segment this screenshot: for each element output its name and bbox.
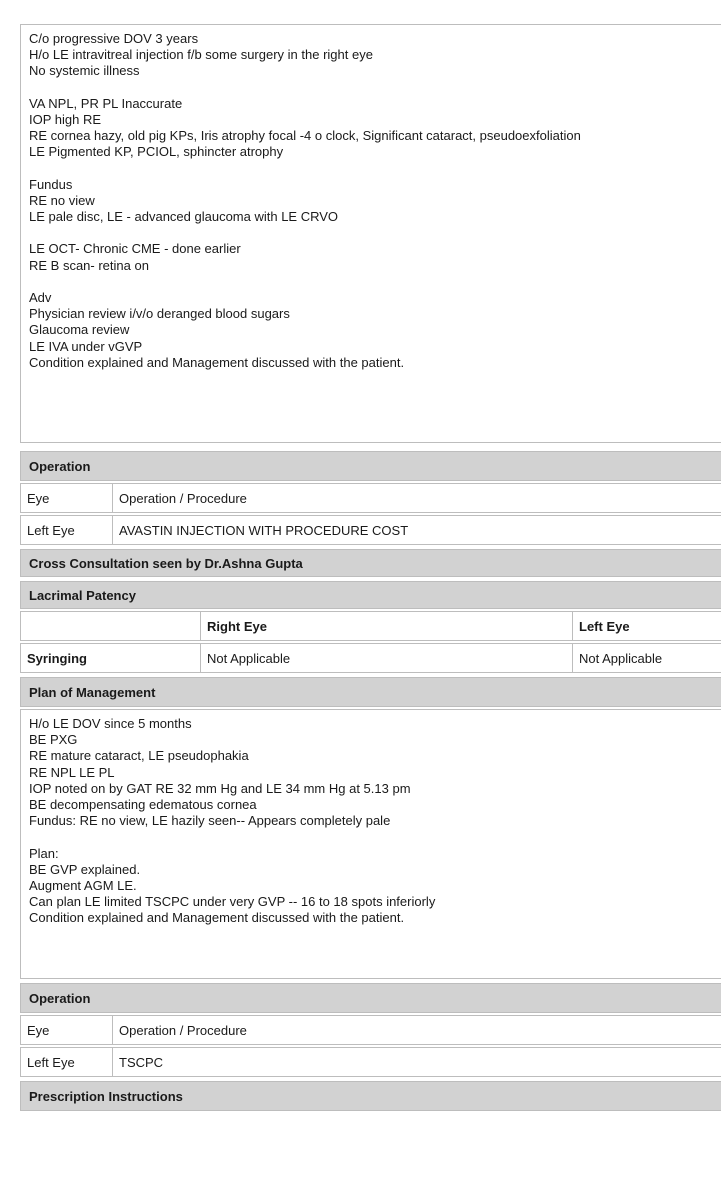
note-line: H/o LE intravitreal injection f/b some surgery in the right eye xyxy=(29,47,373,63)
eye-column-header: Eye xyxy=(21,484,113,512)
spacer xyxy=(29,829,721,845)
plan-line: BE GVP explained. xyxy=(29,861,141,877)
plan-line: Fundus: RE no view, LE hazily seen-- Appears completely pale xyxy=(29,813,391,829)
plan-line: RE NPL LE PL xyxy=(29,764,115,780)
syringing-right-eye: Not Applicable xyxy=(201,644,573,672)
spacer xyxy=(29,225,721,241)
cross-consultation-header: Cross Consultation seen by Dr.Ashna Gupta xyxy=(20,549,721,577)
right-eye-column-header: Right Eye xyxy=(201,612,573,640)
note-line: Physician review i/v/o deranged blood sugars xyxy=(29,306,290,322)
clinical-notes xyxy=(20,24,721,443)
plan-line: Augment AGM LE. xyxy=(29,877,137,893)
prescription-instructions-header: Prescription Instructions xyxy=(20,1081,721,1111)
note-line: LE IVA under vGVP xyxy=(29,338,143,354)
note-line: LE pale disc, LE - advanced glaucoma with LE CRVO xyxy=(29,209,339,225)
plan-line: BE PXG xyxy=(29,732,78,748)
lacrimal-blank-header xyxy=(21,612,201,640)
note-line: Adv xyxy=(29,290,52,305)
procedure-column-header: Operation / Procedure xyxy=(119,1022,247,1038)
operation-procedure: AVASTIN INJECTION WITH PROCEDURE COST xyxy=(119,522,409,538)
syringing-left-eye: Not Applicable xyxy=(579,650,663,666)
note-line: RE B scan- retina on xyxy=(29,257,149,273)
lacrimal-column-headers xyxy=(20,611,721,641)
plan-line: RE mature cataract, LE pseudophakia xyxy=(29,748,249,764)
plan-line: Plan: xyxy=(29,845,59,861)
note-line: Condition explained and Management discussed with the patient. xyxy=(29,354,405,370)
note-line: LE Pigmented KP, PCIOL, sphincter atrophy xyxy=(29,144,284,160)
operation-column-headers xyxy=(20,1015,721,1045)
plan-line: BE decompensating edematous cornea xyxy=(29,796,257,812)
syringing-row xyxy=(20,643,721,673)
spacer xyxy=(29,274,721,290)
note-line: RE cornea hazy, old pig KPs, Iris atrophy focal -4 o clock, Significant cataract, pseudoexfoliation xyxy=(29,128,581,144)
note-line: VA NPL, PR PL Inaccurate xyxy=(29,95,183,111)
note-line: No systemic illness xyxy=(29,63,140,79)
operation-column-headers xyxy=(20,483,721,513)
note-line: IOP high RE xyxy=(29,111,102,127)
plan-of-management-header: Plan of Management xyxy=(20,677,721,707)
note-line: C/o progressive DOV 3 years xyxy=(29,31,199,46)
plan-of-management-text xyxy=(20,709,721,979)
lacrimal-patency-header: Lacrimal Patency xyxy=(20,581,721,609)
note-line: Fundus xyxy=(29,176,73,192)
note-line: RE no view xyxy=(29,192,95,208)
plan-line: Can plan LE limited TSCPC under very GVP -- 16 to 18 spots inferiorly xyxy=(29,894,436,910)
operation-header: Operation xyxy=(20,451,721,481)
clinical-record xyxy=(20,24,721,1111)
operation-procedure: TSCPC xyxy=(119,1054,164,1070)
note-line: Glaucoma review xyxy=(29,322,130,338)
eye-column-header: Eye xyxy=(21,1016,113,1044)
operation-eye: Left Eye xyxy=(21,1048,113,1076)
operation-row xyxy=(20,515,721,545)
spacer xyxy=(29,80,721,96)
operation-row xyxy=(20,1047,721,1077)
note-line: LE OCT- Chronic CME - done earlier xyxy=(29,241,241,257)
syringing-label: Syringing xyxy=(21,644,201,672)
procedure-column-header: Operation / Procedure xyxy=(119,490,247,506)
left-eye-column-header: Left Eye xyxy=(579,618,630,634)
plan-line: IOP noted on by GAT RE 32 mm Hg and LE 34 mm Hg at 5.13 pm xyxy=(29,780,411,796)
plan-line: H/o LE DOV since 5 months xyxy=(29,716,192,731)
spacer xyxy=(29,161,721,177)
operation-eye: Left Eye xyxy=(21,516,113,544)
operation-header: Operation xyxy=(20,983,721,1013)
plan-line: Condition explained and Management discussed with the patient. xyxy=(29,910,405,926)
